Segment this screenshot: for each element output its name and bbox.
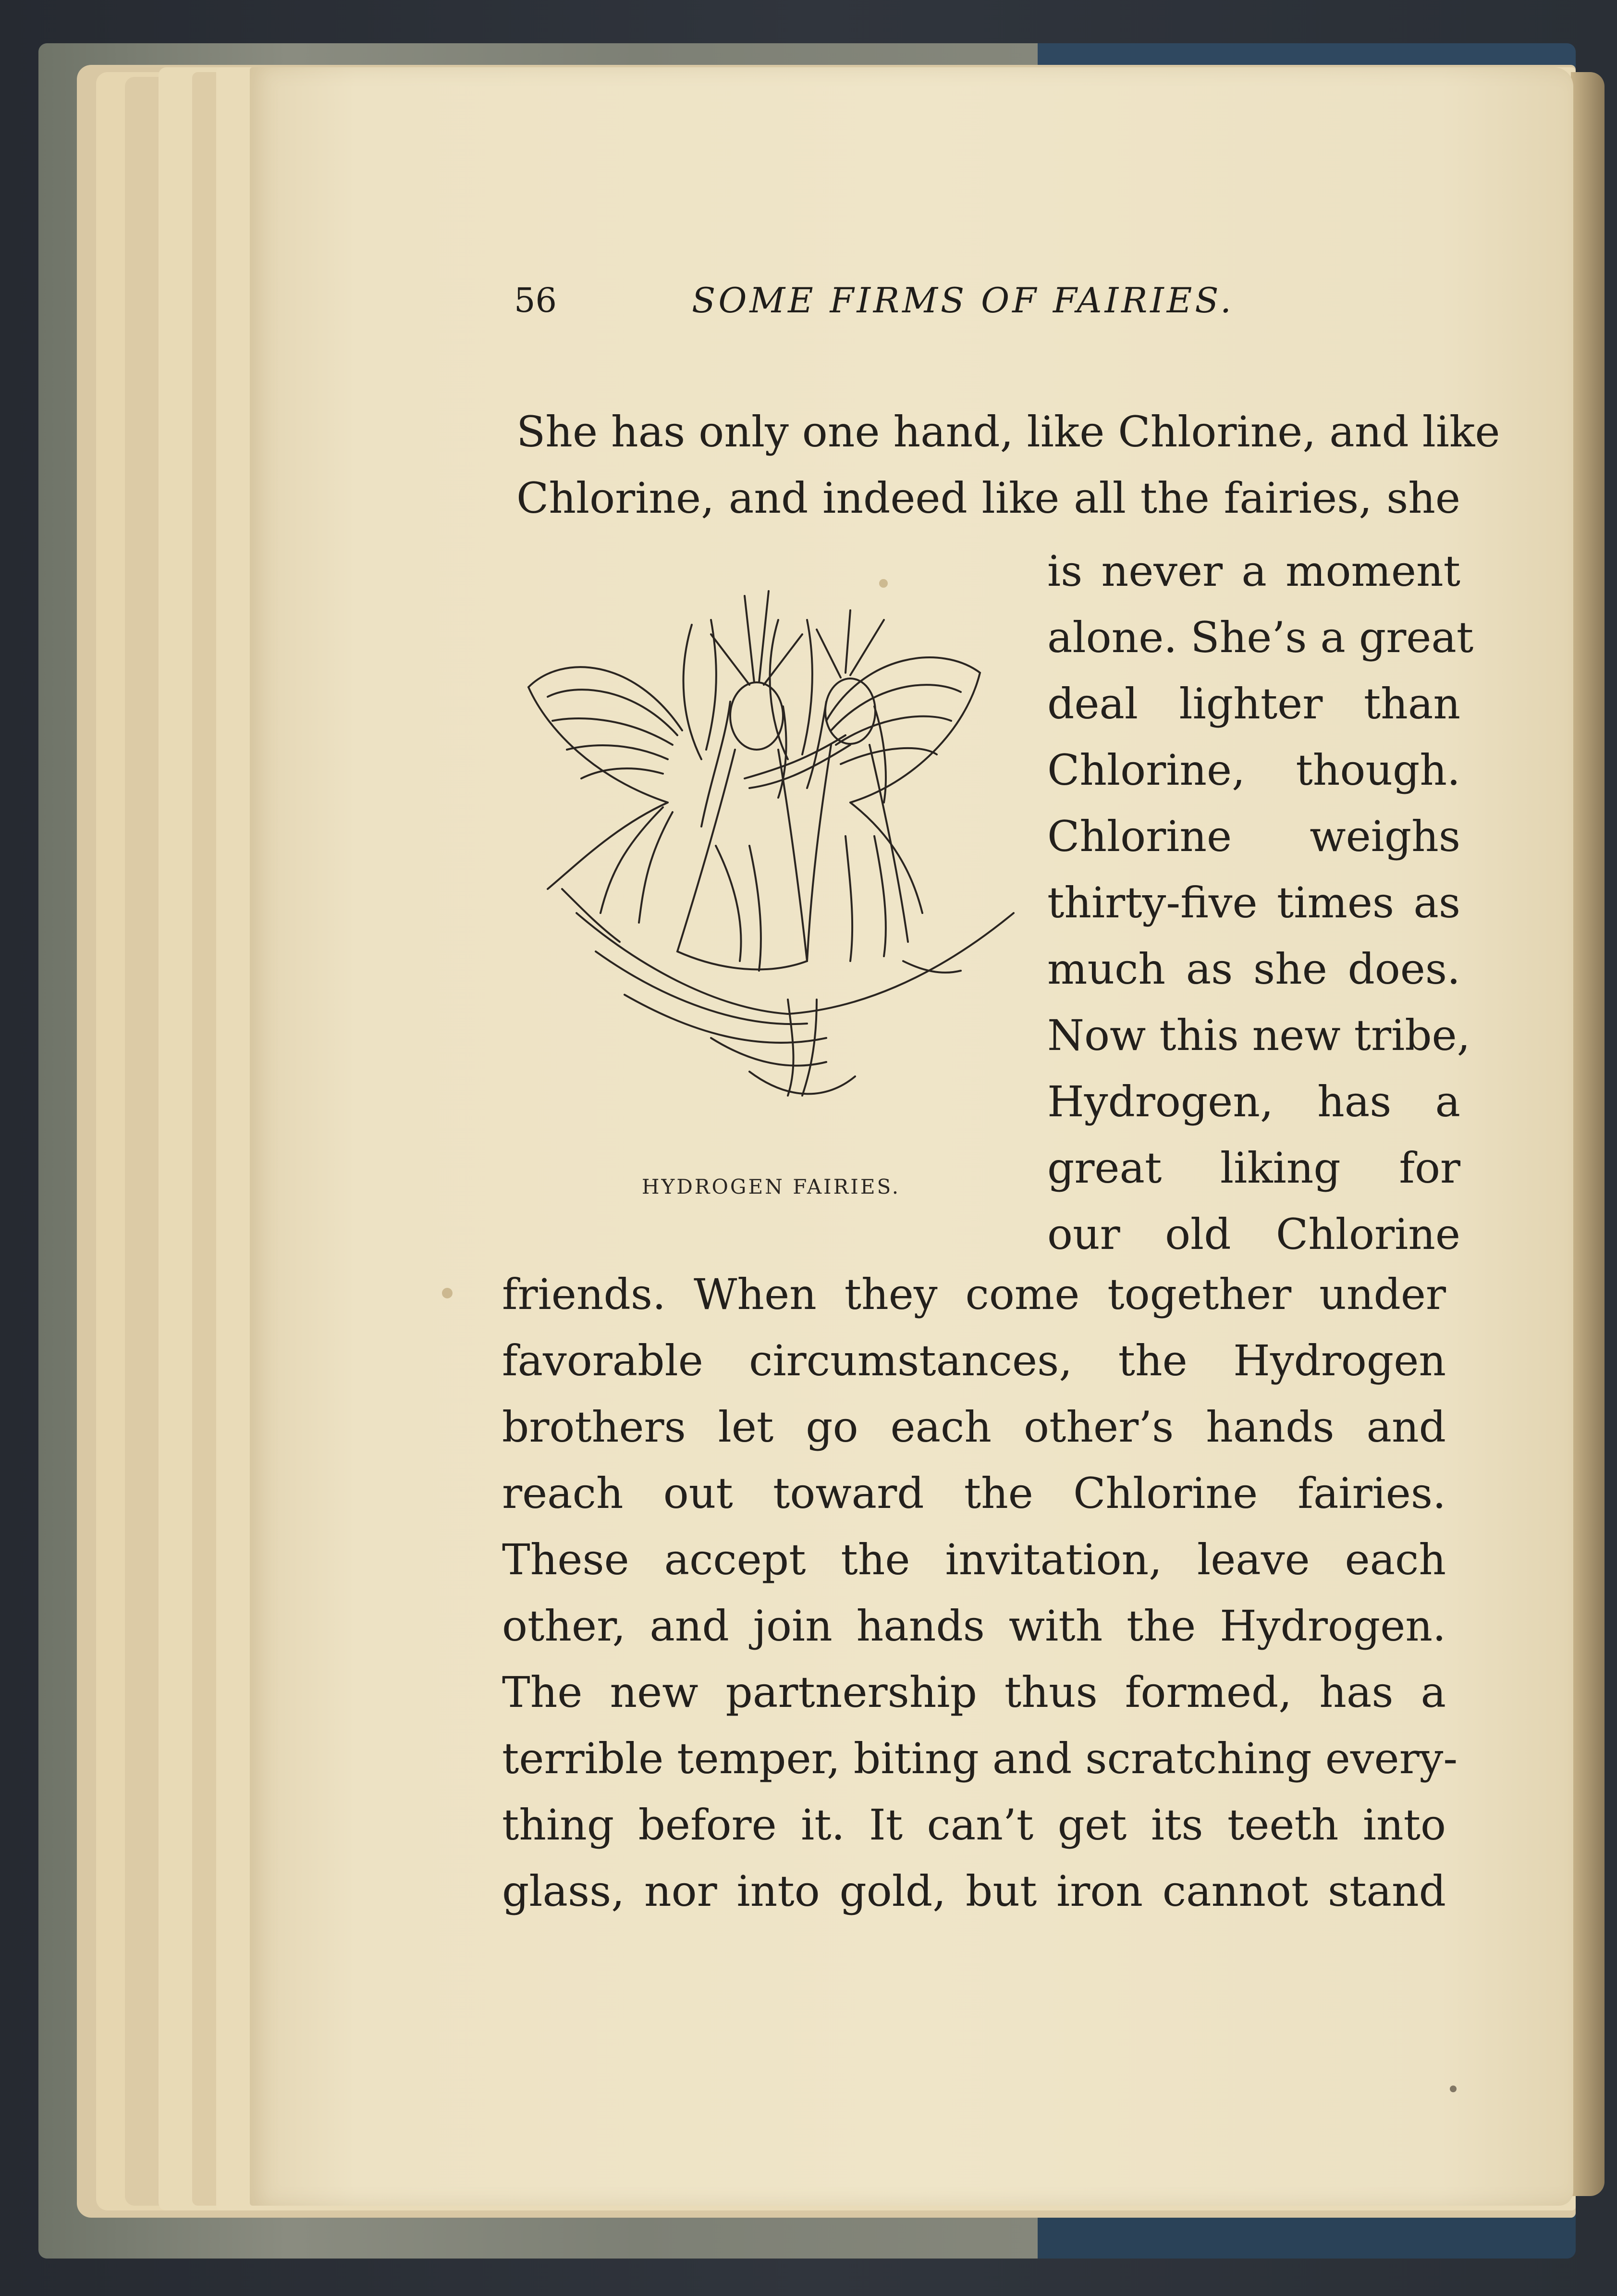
page-blemish xyxy=(442,1288,453,1298)
text-line: Chlorine, and indeed like all the fairies, she xyxy=(516,473,1460,523)
text-line: alone. She’s a great xyxy=(1047,613,1474,662)
text-line: thing before it. It can’t get its teeth into xyxy=(502,1800,1446,1850)
facing-page-edge xyxy=(1571,72,1605,2196)
text-line: brothers let go each other’s hands and xyxy=(502,1402,1446,1452)
text-line: glass, nor into gold, but iron cannot stand xyxy=(502,1866,1446,1916)
text-line: The new partnership thus formed, has a xyxy=(502,1667,1446,1717)
paragraph-top xyxy=(516,399,1500,531)
text-line: These accept the invitation, leave each xyxy=(502,1535,1446,1584)
text-line: Chlorine weighs xyxy=(1047,812,1460,861)
text-line: Chlorine, though. xyxy=(1047,745,1460,795)
text-line: much as she does. xyxy=(1047,944,1460,994)
text-line: other, and join hands with the Hydrogen. xyxy=(502,1601,1446,1651)
page-blemish xyxy=(1450,2086,1457,2092)
hydrogen-fairies-illustration xyxy=(519,577,1023,1129)
running-head-title: SOME FIRMS OF FAIRIES. xyxy=(692,280,1234,321)
text-line: Now this new tribe, xyxy=(1047,1011,1470,1060)
text-line: great liking for xyxy=(1047,1143,1460,1193)
text-line: is never a moment xyxy=(1047,546,1460,596)
text-line: our old Chlorine xyxy=(1047,1210,1460,1259)
text-line: She has only one hand, like Chlorine, and like xyxy=(516,407,1500,457)
text-line: reach out toward the Chlorine fairies. xyxy=(502,1469,1446,1518)
paragraph-beside-illustration xyxy=(1047,538,1474,1268)
illustration-caption: HYDROGEN FAIRIES. xyxy=(641,1175,901,1198)
text-line: favorable circumstances, the Hydrogen xyxy=(502,1336,1446,1385)
text-line: Hydrogen, has a xyxy=(1047,1077,1460,1126)
text-line: thirty-five times as xyxy=(1047,878,1460,927)
running-head xyxy=(514,274,1475,327)
text-line: terrible temper, biting and scratching every- xyxy=(502,1734,1458,1783)
text-line: deal lighter than xyxy=(1047,679,1460,728)
page-number: 56 xyxy=(514,281,557,320)
paragraph-bottom xyxy=(502,1261,1458,1925)
text-line: friends. When they come together under xyxy=(502,1270,1446,1319)
